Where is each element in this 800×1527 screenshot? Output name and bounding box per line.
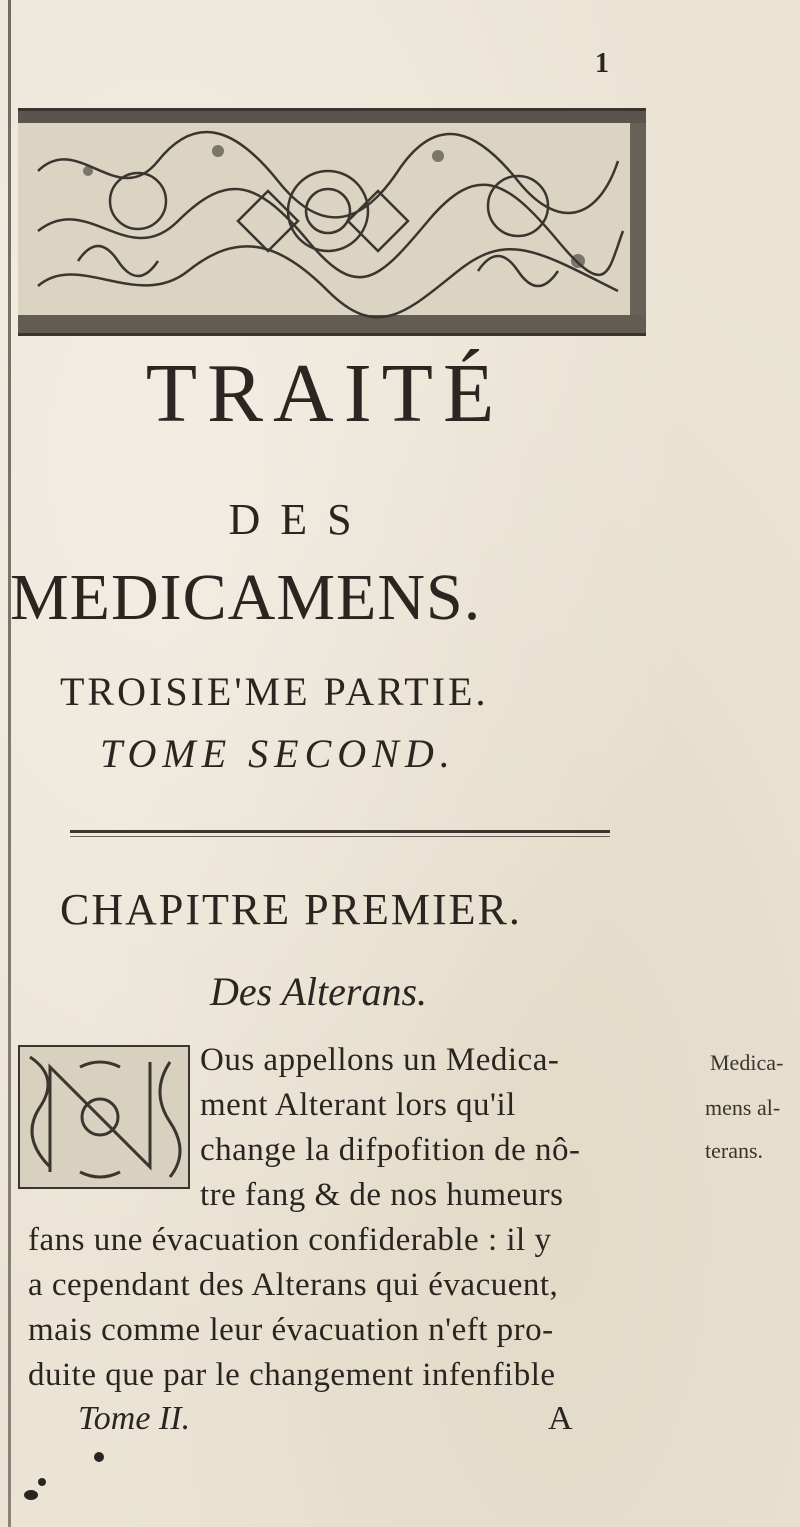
volume-heading: TOME SECOND. (100, 731, 456, 776)
page-mark: 1 (595, 48, 609, 79)
body-line: ment Alterant lors qu'il (200, 1087, 516, 1123)
margin-note: mens al- (705, 1095, 781, 1120)
margin-note: terans. (705, 1138, 764, 1163)
ink-speck (24, 1490, 38, 1500)
decorated-initial-n (18, 1045, 190, 1189)
body-line: Ous appellons un Medica- (200, 1042, 560, 1078)
ink-speck (94, 1452, 104, 1462)
footer-tome: Tome II. (78, 1400, 191, 1437)
ornamental-headpiece (18, 108, 646, 336)
divider-rule (70, 830, 610, 833)
title-des: DES (228, 495, 372, 544)
body-line: tre fang & de nos humeurs (200, 1177, 564, 1213)
part-heading: TROISIE'ME PARTIE. (60, 669, 489, 714)
signature-mark: A (548, 1400, 573, 1437)
margin-note: Medica- (710, 1050, 784, 1075)
chapter-subtitle: Des Alterans. (210, 969, 428, 1014)
body-line: change la difpofition de nô- (200, 1132, 581, 1168)
body-line: duite que par le changement infenfible (28, 1357, 556, 1393)
chapter-heading: CHAPITRE PREMIER. (60, 885, 522, 934)
body-line: fans une évacuation confiderable : il y (28, 1222, 552, 1258)
page-gutter (8, 0, 11, 1527)
book-title: TRAITÉ (145, 347, 505, 440)
book-subject: MEDICAMENS. (10, 561, 482, 634)
body-line: mais comme leur évacuation n'eft pro- (28, 1312, 554, 1348)
body-line: a cependant des Alterans qui évacuent, (28, 1267, 559, 1303)
ink-speck (38, 1478, 46, 1486)
